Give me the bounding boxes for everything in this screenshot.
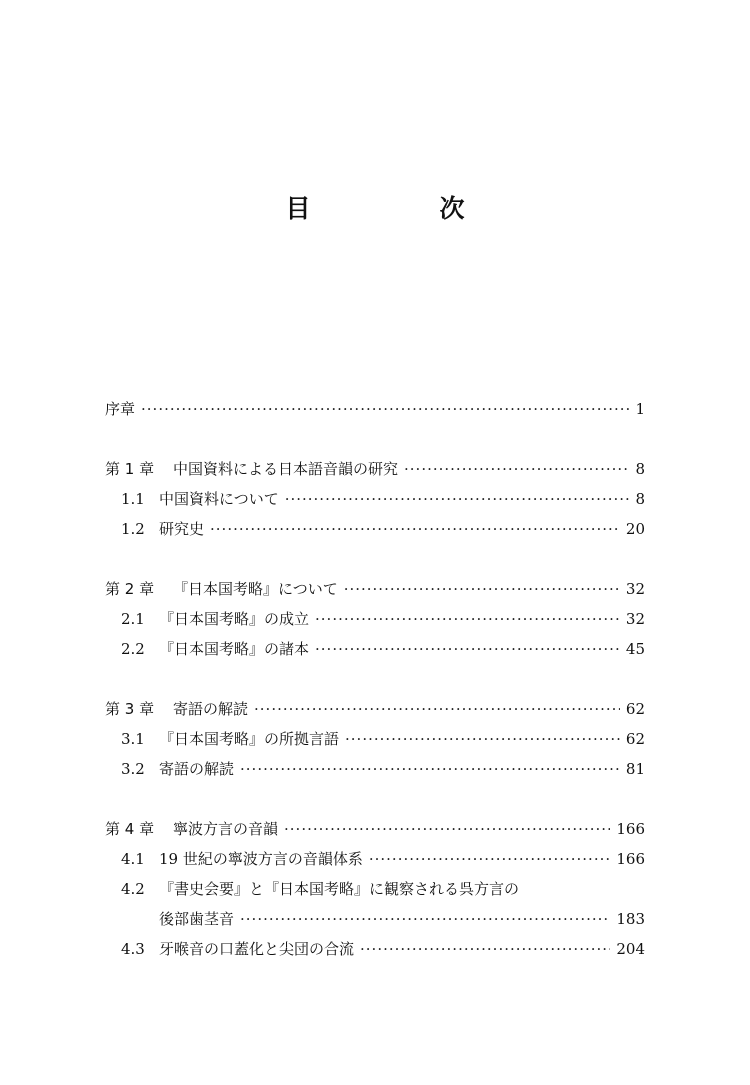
toc-entry-section-2-2[interactable]: [105, 634, 645, 664]
toc-page-number: 32: [625, 610, 645, 628]
toc-number: 4.1: [121, 850, 145, 868]
toc-label: 『日本国考略』について: [173, 580, 338, 598]
dot-leader: [315, 634, 620, 664]
toc-page-number: 32: [625, 580, 645, 598]
toc-number: 4.3: [121, 940, 145, 958]
dot-leader: [285, 484, 630, 514]
toc-number: 2.1: [121, 610, 145, 628]
toc-label: 寧波方言の音韻: [173, 820, 279, 838]
toc-entry-chapter-1[interactable]: [105, 454, 645, 484]
toc-number: 2.2: [121, 640, 145, 658]
toc-number: 3.2: [121, 760, 145, 778]
toc-entry-section-1-1[interactable]: [105, 484, 645, 514]
dot-leader: [141, 394, 629, 424]
toc-label: 後部歯茎音: [159, 910, 235, 928]
toc-page-number: 166: [616, 820, 645, 838]
toc-entry-chapter-4[interactable]: [105, 814, 645, 844]
dot-leader: [240, 754, 620, 784]
toc-page-number: 8: [635, 490, 645, 508]
toc-label: 序章: [105, 400, 136, 418]
dot-leader: [254, 694, 620, 724]
page-title: 目 次: [285, 193, 517, 223]
toc-number: 第 1 章: [105, 460, 155, 478]
toc-entry-section-3-1[interactable]: [105, 724, 645, 754]
dot-leader: [344, 574, 620, 604]
toc-entry-section-4-3[interactable]: [105, 934, 645, 964]
toc-page-number: 1: [635, 400, 645, 418]
toc-number: 1.2: [121, 520, 145, 538]
dot-leader: [315, 604, 620, 634]
dot-leader: [404, 454, 629, 484]
dot-leader: [360, 934, 610, 964]
toc-entry-section-4-2-continued[interactable]: [105, 904, 645, 934]
toc-label: 『日本国考略』の成立: [159, 610, 310, 628]
toc-number: 4.2: [121, 880, 145, 898]
toc-entry-section-1-2[interactable]: [105, 514, 645, 544]
toc-page-number: 20: [625, 520, 645, 538]
toc-page-number: 166: [616, 850, 645, 868]
toc-number: 第 4 章: [105, 820, 155, 838]
toc-label: 19 世紀の寧波方言の音韻体系: [159, 850, 363, 868]
toc-page-number: 62: [625, 730, 645, 748]
toc-label: 『日本国考略』の諸本: [159, 640, 310, 658]
dot-leader: [345, 724, 620, 754]
dot-leader: [240, 904, 610, 934]
toc-page-number: 45: [625, 640, 645, 658]
toc-number: 第 3 章: [105, 700, 155, 718]
toc-label: 寄語の解読: [173, 700, 249, 718]
toc-entry-section-3-2[interactable]: [105, 754, 645, 784]
toc-page-number: 183: [616, 910, 645, 928]
toc-entry-section-4-1[interactable]: [105, 844, 645, 874]
toc-page-number: 81: [625, 760, 645, 778]
toc-page-number: 8: [635, 460, 645, 478]
toc-label: 『日本国考略』の所拠言語: [159, 730, 340, 748]
dot-leader: [369, 844, 611, 874]
toc-label: 中国資料による日本語音韻の研究: [173, 460, 399, 478]
toc-label: 牙喉音の口蓋化と尖団の合流: [159, 940, 355, 958]
toc-page-number: 204: [616, 940, 645, 958]
toc-label: 寄語の解読: [159, 760, 235, 778]
toc-entry-prelude[interactable]: [105, 394, 645, 424]
toc-label: 中国資料について: [159, 490, 279, 508]
toc-number: 1.1: [121, 490, 145, 508]
dot-leader: [210, 514, 620, 544]
dot-leader: [284, 814, 610, 844]
toc-number: 第 2 章: [105, 580, 155, 598]
toc-number: 3.1: [121, 730, 145, 748]
toc-entry-chapter-3[interactable]: [105, 694, 645, 724]
toc-entry-section-4-2[interactable]: [105, 874, 645, 904]
toc-entry-section-2-1[interactable]: [105, 604, 645, 634]
toc-entry-chapter-2[interactable]: [105, 574, 645, 604]
toc-page-number: 62: [625, 700, 645, 718]
table-of-contents: [105, 394, 645, 964]
toc-label: 『書史会要』と『日本国考略』に観察される呉方言の: [159, 880, 520, 898]
toc-label: 研究史: [159, 520, 205, 538]
